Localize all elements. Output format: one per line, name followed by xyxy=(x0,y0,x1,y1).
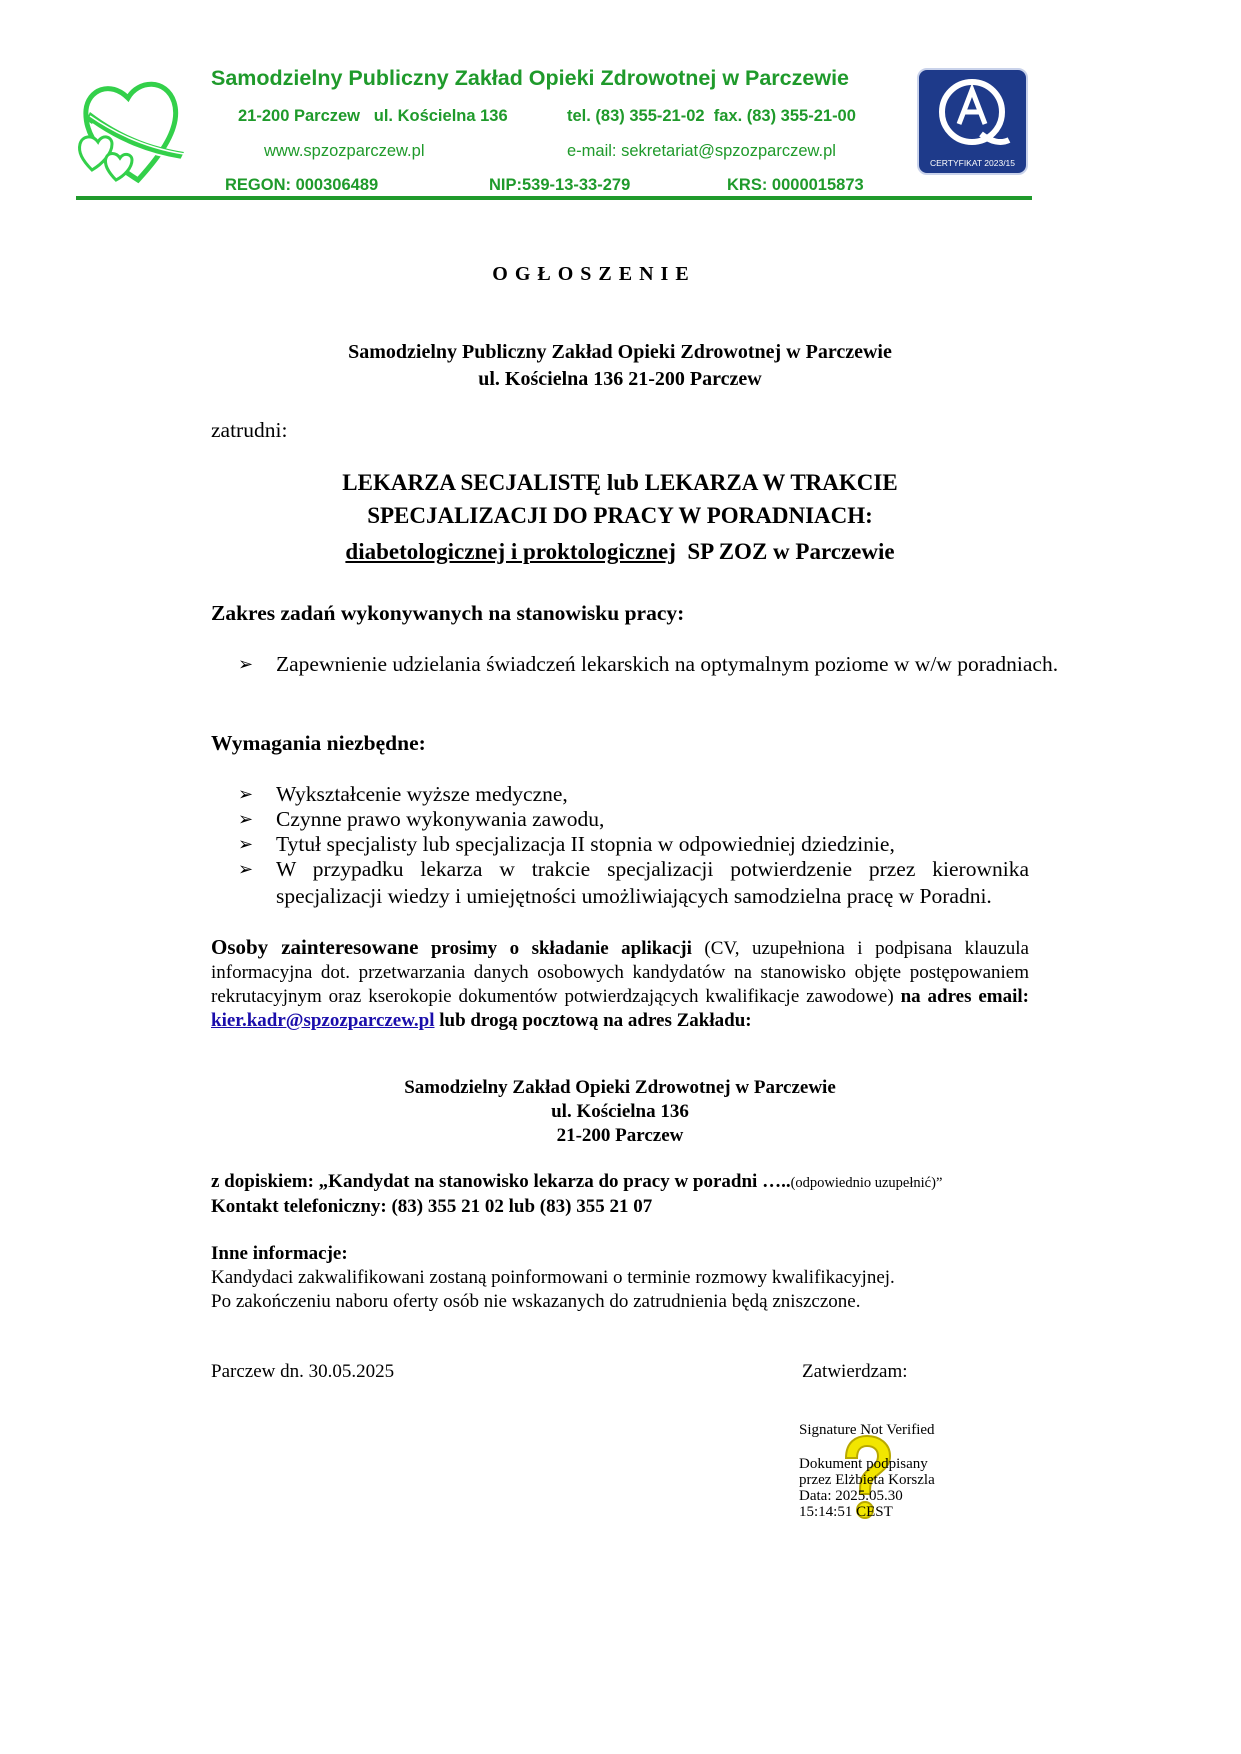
header-nip: NIP:539-13-33-279 xyxy=(489,176,631,194)
arrow-bullet-icon: ➢ xyxy=(238,834,254,855)
header-krs: KRS: 0000015873 xyxy=(727,176,864,194)
list-item xyxy=(238,651,1146,678)
quality-certificate-icon xyxy=(919,70,1026,154)
list-item xyxy=(238,806,1146,833)
certificate-badge xyxy=(917,68,1028,175)
other-heading: Inne informacje: xyxy=(211,1243,348,1264)
arrow-bullet-icon: ➢ xyxy=(238,784,254,805)
application-email-link[interactable]: kier.kadr@spzozparczew.pl xyxy=(211,1010,435,1031)
place-date: Parczew dn. 30.05.2025 xyxy=(211,1361,395,1382)
header-regon: REGON: 000306489 xyxy=(225,176,379,194)
tasks-heading: Zakres zadań wykonywanych na stanowisku pracy: xyxy=(211,601,685,625)
requirement-text: Czynne prawo wykonywania zawodu, xyxy=(276,807,605,831)
note-suffix: (odpowiednio uzupełnić)” xyxy=(790,1175,943,1191)
application-lead: Osoby zainteresowane xyxy=(211,935,419,959)
signature-time: 15:14:51 CEST xyxy=(799,1504,893,1520)
application-documents: (CV, uzupełniona i podpisana klauzula informacyjna dot. przetwarzania danych osobowych kandydatów na stanowisko objęte postępowaniem rekrutacyjnym oraz kserokopie dokumentów potwierdzających kwalifikacje zawodowe) xyxy=(211,938,1029,1007)
arrow-bullet-icon: ➢ xyxy=(238,654,254,675)
approve-label: Zatwierdzam: xyxy=(802,1361,908,1382)
other-line-1: Kandydaci zakwalifikowani zostaną poinformowani o terminie rozmowy kwalifikacyjnej. xyxy=(211,1267,895,1288)
employer-address: ul. Kościelna 136 21-200 Parczew xyxy=(478,368,762,390)
position-clinics: diabetologicznej i proktologicznej xyxy=(345,539,676,564)
contact-phone: Kontakt telefoniczny: (83) 355 21 02 lub (83) 355 21 07 xyxy=(211,1196,653,1217)
signature-signed-line-1: Dokument podpisany xyxy=(799,1456,928,1472)
postal-line-1: Samodzielny Zakład Opieki Zdrowotnej w Parczewie xyxy=(404,1077,836,1098)
document-heading: O G Ł O S Z E N I E xyxy=(492,263,690,285)
postal-line-2: ul. Kościelna 136 xyxy=(551,1101,689,1122)
header-email[interactable]: e-mail: sekretariat@spzozparczew.pl xyxy=(567,142,836,160)
signature-status: Signature Not Verified xyxy=(799,1422,935,1438)
certificate-label: CERTYFIKAT 2023/15 xyxy=(929,158,1016,168)
employer-name: Samodzielny Publiczny Zakład Opieki Zdrowotnej w Parczewie xyxy=(348,341,892,363)
position-line-1: LEKARZA SECJALISTĘ lub LEKARZA W TRAKCIE xyxy=(342,470,898,495)
header-phone-fax: tel. (83) 355-21-02 fax. (83) 355-21-00 xyxy=(567,107,856,125)
list-item xyxy=(238,831,1146,858)
list-item xyxy=(238,856,1029,910)
position-line-3 xyxy=(200,538,1040,566)
postal-line-3: 21-200 Parczew xyxy=(556,1125,684,1146)
logo-hearts xyxy=(76,72,188,187)
header-website[interactable]: www.spzozparczew.pl xyxy=(264,142,425,160)
application-email-label: na adres email: xyxy=(893,986,1029,1007)
requirement-text: W przypadku lekarza w trakcie specjalizacji potwierdzenie przez kierownika specjalizacji wiedzy i umiejętności umożliwiających samodzielna pracę w Poradni. xyxy=(276,857,1029,908)
requirement-text: Tytuł specjalisty lub specjalizacja II stopnia w odpowiedniej dziedzinie, xyxy=(276,832,895,856)
arrow-bullet-icon: ➢ xyxy=(238,809,254,830)
signature-date: Data: 2025.05.30 xyxy=(799,1488,903,1504)
requirements-heading: Wymagania niezbędne: xyxy=(211,731,426,755)
application-postal-note: lub drogą pocztową na adres Zakładu: xyxy=(434,1010,752,1031)
application-paragraph xyxy=(211,935,1029,1033)
note-prefix: z dopiskiem: „Kandydat na stanowisko lekarza do pracy w poradni ….. xyxy=(211,1171,791,1192)
header-divider xyxy=(76,196,1032,200)
signature-signed-line-2: przez Elżbieta Korszla xyxy=(799,1472,935,1488)
application-request: prosimy o składanie aplikacji xyxy=(418,938,692,959)
header-address: 21-200 Parczew ul. Kościelna 136 xyxy=(238,107,508,125)
arrow-bullet-icon: ➢ xyxy=(238,859,254,880)
note-line xyxy=(211,1171,942,1193)
position-line-2: SPECJALIZACJI DO PRACY W PORADNIACH: xyxy=(367,503,873,528)
position-suffix: SP ZOZ w Parczewie xyxy=(675,539,895,564)
other-line-2: Po zakończeniu naboru oferty osób nie wskazanych do zatrudnienia będą zniszczone. xyxy=(211,1291,861,1312)
institution-name: Samodzielny Publiczny Zakład Opieki Zdrowotnej w Parczewie xyxy=(211,66,849,90)
hires-label: zatrudni: xyxy=(211,418,288,442)
task-text: Zapewnienie udzielania świadczeń lekarskich na optymalnym poziome w w/w poradniach. xyxy=(276,652,1059,676)
requirement-text: Wykształcenie wyższe medyczne, xyxy=(276,782,568,806)
list-item xyxy=(238,781,1146,808)
